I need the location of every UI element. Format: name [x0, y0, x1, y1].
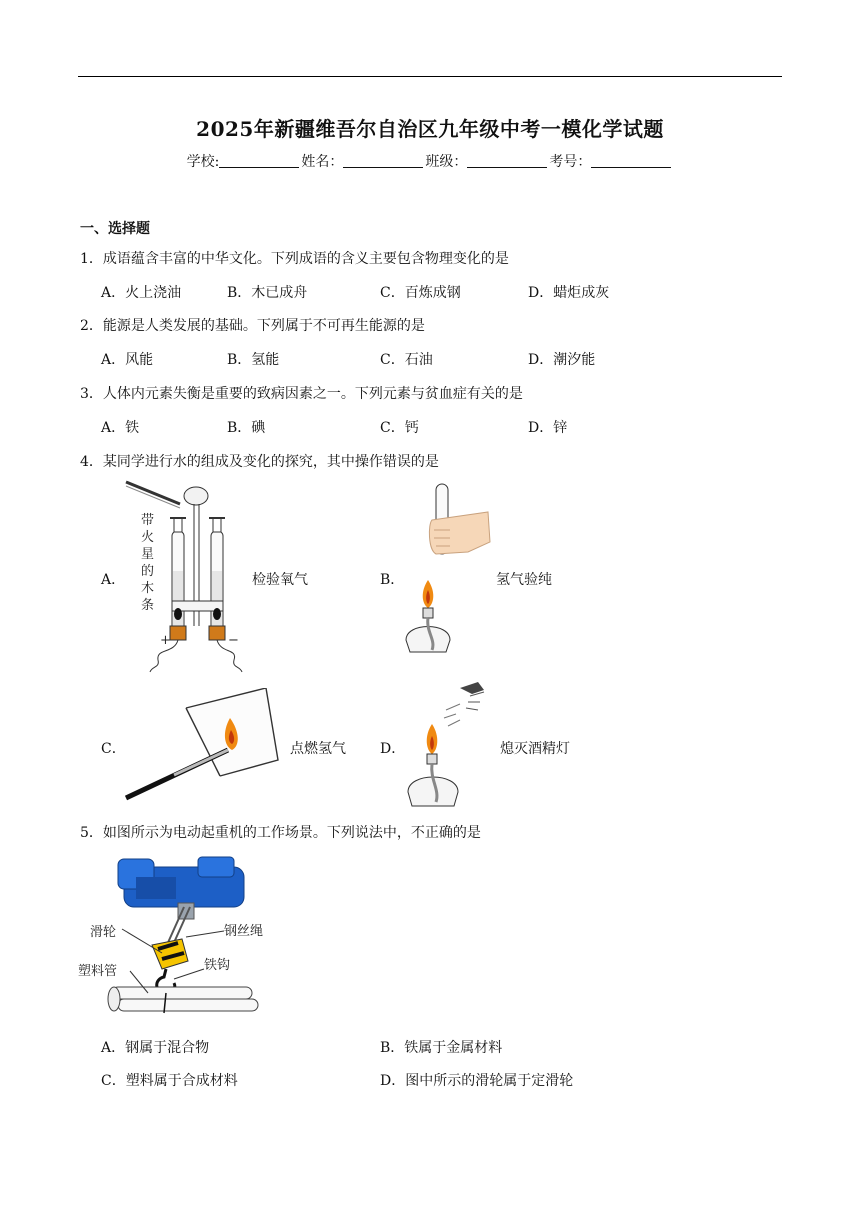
plastic-pipe-label: 塑料管: [78, 964, 118, 979]
q5-option-a[interactable]: A．钢属于混合物: [101, 1040, 210, 1056]
section-title: 一、选择题: [80, 221, 150, 237]
test-tube-hydrogen-figure: [398, 482, 493, 658]
question-5-stem: 5．如图所示为电动起重机的工作场景。下列说法中，不正确的是: [80, 825, 481, 841]
q4-option-a-letter[interactable]: A．: [101, 572, 126, 588]
electrolysis-apparatus-figure: [122, 476, 247, 674]
q1-option-c[interactable]: C．百炼成钢: [380, 285, 461, 301]
splint-label-2: 火: [141, 530, 155, 545]
class-blank[interactable]: [467, 153, 547, 168]
splint-label-3: 星: [141, 547, 155, 562]
wire-rope-label: 钢丝绳: [224, 924, 264, 939]
page-title: 2025年新疆维吾尔自治区九年级中考一模化学试题: [196, 117, 664, 141]
q4-option-c-letter[interactable]: C．: [101, 741, 126, 757]
splint-label-6: 条: [141, 598, 155, 613]
q4-option-b-letter[interactable]: B．: [380, 572, 405, 588]
q2-option-d[interactable]: D．潮汐能: [528, 352, 596, 368]
q5-option-d[interactable]: D．图中所示的滑轮属于定滑轮: [380, 1073, 574, 1089]
q4-option-b-caption: 氢气验纯: [496, 572, 552, 588]
q4-option-d-letter[interactable]: D．: [380, 741, 406, 757]
school-blank[interactable]: [219, 153, 299, 168]
question-3-stem: 3．人体内元素失衡是重要的致病因素之一。下列元素与贫血症有关的是: [80, 386, 523, 402]
iron-hook-label: 铁钩: [204, 958, 231, 973]
pulley-label: 滑轮: [90, 925, 117, 940]
q2-option-c[interactable]: C．石油: [380, 352, 433, 368]
q2-option-a[interactable]: A．风能: [101, 352, 154, 368]
q3-option-b[interactable]: B．碘: [227, 420, 266, 436]
q1-option-b[interactable]: B．木已成舟: [227, 285, 308, 301]
q1-option-a[interactable]: A．火上浇油: [101, 285, 182, 301]
blow-out-lamp-figure: [398, 680, 498, 812]
q4-option-d-caption: 熄灭酒精灯: [500, 741, 570, 757]
q3-option-a[interactable]: A．铁: [101, 420, 140, 436]
class-label: 班级：: [425, 154, 468, 170]
question-1-stem: 1．成语蕴含丰富的中华文化。下列成语的含义主要包含物理变化的是: [80, 251, 509, 267]
electric-crane-figure: [78, 853, 268, 1029]
question-2-stem: 2．能源是人类发展的基础。下列属于不可再生能源的是: [80, 318, 425, 334]
q2-option-b[interactable]: B．氢能: [227, 352, 280, 368]
negative-sign: −: [228, 633, 239, 648]
q3-option-c[interactable]: C．钙: [380, 420, 419, 436]
splint-label-4: 的: [141, 564, 155, 579]
splint-label-5: 木: [141, 581, 155, 596]
name-label: 姓名：: [301, 154, 344, 170]
school-label: 学校:: [186, 154, 220, 170]
student-info-line: [0, 151, 860, 171]
q4-option-a-caption: 检验氧气: [252, 572, 308, 588]
positive-sign: +: [160, 633, 171, 648]
q4-option-c-caption: 点燃氢气: [290, 741, 346, 757]
q3-option-d[interactable]: D．锌: [528, 420, 568, 436]
exam-no-label: 考号：: [549, 154, 592, 170]
lighting-hydrogen-figure: [122, 688, 287, 804]
q5-option-c[interactable]: C．塑料属于合成材料: [101, 1073, 238, 1089]
header-rule: [78, 76, 782, 77]
question-4-stem: 4．某同学进行水的组成及变化的探究，其中操作错误的是: [80, 454, 439, 470]
q5-option-b[interactable]: B．铁属于金属材料: [380, 1040, 503, 1056]
name-blank[interactable]: [343, 153, 423, 168]
q1-option-d[interactable]: D．蜡炬成灰: [528, 285, 610, 301]
splint-label-1: 带: [141, 513, 155, 528]
exam-no-blank[interactable]: [591, 153, 671, 168]
